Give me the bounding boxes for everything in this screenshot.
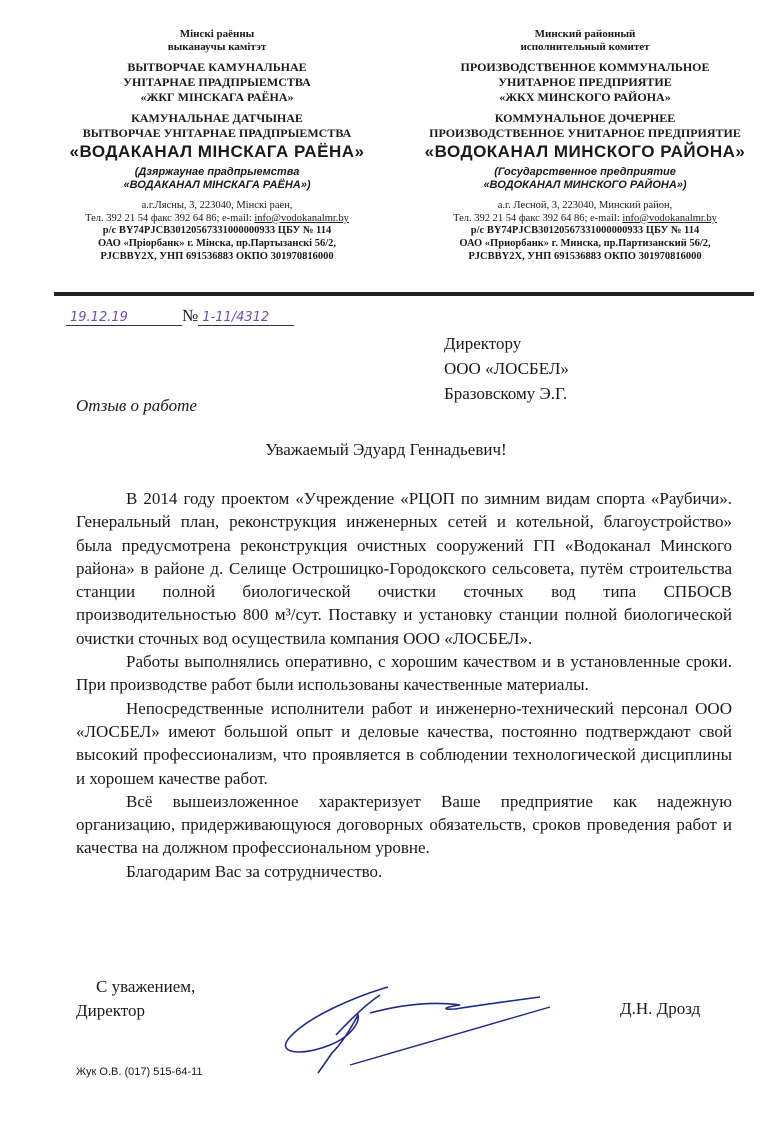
closing-block: [76, 975, 195, 1023]
registration-number: 1-11/4312: [198, 310, 294, 326]
contact-details: [52, 200, 382, 263]
contact-details: [420, 200, 750, 263]
letterhead-belarusian: [52, 28, 382, 263]
bank-account: р/с BY74PJCB30120567331000000933 ЦБУ № 114: [470, 225, 700, 237]
salutation: Уважаемый Эдуард Геннадьевич!: [265, 440, 507, 459]
addressee-name: Бразовскому Э.Г.: [444, 384, 568, 403]
handwritten-signature: [270, 975, 600, 1075]
registry-codes: PJCBBY2X, УНП 691536883 ОКПО 301970816000: [468, 250, 702, 262]
phone-fax: Тел. 392 21 54 факс 392 64 86; e-mail: info@vodokanalmr.by: [85, 212, 349, 224]
executor-contact: Жук О.В. (017) 515-64-11: [76, 1066, 203, 1078]
bank-name: ОАО «Пріорбанк» г. Мінска, пр.Партызанскі 56/2,: [97, 237, 337, 249]
address: а.г.Лясны, 3, 223040, Мінскі раен,: [141, 200, 293, 212]
registry-codes: PJCBBY2X, УНП 691536883 ОКПО 301970816000: [100, 250, 334, 262]
email-link[interactable]: info@vodokanalmr.by: [254, 212, 349, 224]
letterhead-russian: [420, 28, 750, 263]
letter-body: [76, 487, 732, 883]
signer-name: Д.Н. Дрозд: [620, 999, 701, 1018]
registration-line: [66, 306, 294, 326]
address: а.г. Лесной, 3, 223040, Минский район,: [497, 200, 673, 212]
body-paragraph: Работы выполнялись оперативно, с хорошим качеством и в установленные сроки. При производстве работ были использованы качественные материалы.: [76, 652, 732, 695]
addressee-block: [444, 331, 569, 406]
authority-name: Минский районный исполнительный комитет: [520, 28, 650, 54]
letter-subject: Отзыв о работе: [76, 396, 197, 415]
phone-fax: Тел. 392 21 54 факс 392 64 86; e-mail: info@vodokanalmr.by: [453, 212, 717, 224]
body-paragraph: Благодарим Вас за сотрудничество.: [126, 861, 383, 881]
org-name: «ВОДОКАНАЛ МИНСКОГО РАЙОНА»: [424, 142, 746, 162]
number-sign: №: [182, 306, 199, 325]
authority-name: Мінскі раённы выканаучы камітэт: [167, 28, 267, 54]
email-link[interactable]: info@vodokanalmr.by: [622, 212, 717, 224]
former-name: (Дзяржаунае прадпрыемства «ВОДАКАНАЛ МІНСКАГА РАЁНА»): [123, 165, 311, 191]
org-name: «ВОДАКАНАЛ МІНСКАГА РАЁНА»: [69, 142, 365, 162]
parent-org: ПРОИЗВОДСТВЕННОЕ КОММУНАЛЬНОЕ УНИТАРНОЕ ПРЕДПРИЯТИЕ «ЖКХ МИНСКОГО РАЙОНА»: [460, 60, 710, 105]
letterhead-divider: [54, 292, 754, 296]
bank-name: ОАО «Приорбанк» г. Минска, пр.Партизанский 56/2,: [459, 237, 711, 249]
parent-org: ВЫТВОРЧАЕ КАМУНАЛЬНАЕ УНІТАРНАЕ ПРАДПРЫЕМСТВА «ЖКГ МІНСКАГА РАЁНА»: [123, 60, 311, 105]
org-type: КАМУНАЛЬНАЕ ДАТЧЫНАЕ ВЫТВОРЧАЕ УНІТАРНАЕ ПРАДПРЫЕМСТВА: [82, 111, 352, 141]
bank-account: р/с BY74PJCB30120567331000000933 ЦБУ № 114: [102, 225, 332, 237]
body-paragraph: Непосредственные исполнители работ и инженерно-технический персонал ООО «ЛОСБЕЛ» имеют большой опыт и деловые качества, постоянно подтверждают свой высокий профессионализм, что проявляется в соблюдении технологической дисциплины и хорошем качестве работ.: [76, 698, 732, 788]
addressee-position: Директору: [444, 334, 522, 353]
body-paragraph: В 2014 году проектом «Учреждение «РЦОП по зимним видам спорта «Раубичи». Генеральный план, реконструкция инженерных сетей и котельной, благоустройство» была предусмотрена реконструкция очистных сооружений ГП «Водоканал Минского района» в районе д. Селище Острошицко-Городокского сельсовета, путём строительства станции полной биологической очистки сточных вод типа СПБОСВ производительностью 800 м³/сут. Поставку и установку станции полной биологической очистки сточных вод осуществила компания ООО «ЛОСБЕЛ».: [76, 489, 732, 648]
org-type: КОММУНАЛЬНОЕ ДОЧЕРНЕЕ ПРОИЗВОДСТВЕННОЕ УНИТАРНОЕ ПРЕДПРИЯТИЕ: [429, 111, 741, 141]
signer-position: Директор: [76, 1001, 145, 1020]
body-paragraph: Всё вышеизложенное характеризует Ваше предприятие как надежную организацию, придерживающуюся договорных обязательств, сроков проведения работ и качества на должном профессиональном уровне.: [76, 791, 732, 858]
addressee-company: ООО «ЛОСБЕЛ»: [444, 359, 569, 378]
registration-date: 19.12.19: [66, 310, 182, 326]
closing-regards: С уважением,: [96, 977, 196, 996]
former-name: (Государственное предприятие «ВОДОКАНАЛ МИНСКОГО РАЙОНА»): [483, 165, 687, 191]
